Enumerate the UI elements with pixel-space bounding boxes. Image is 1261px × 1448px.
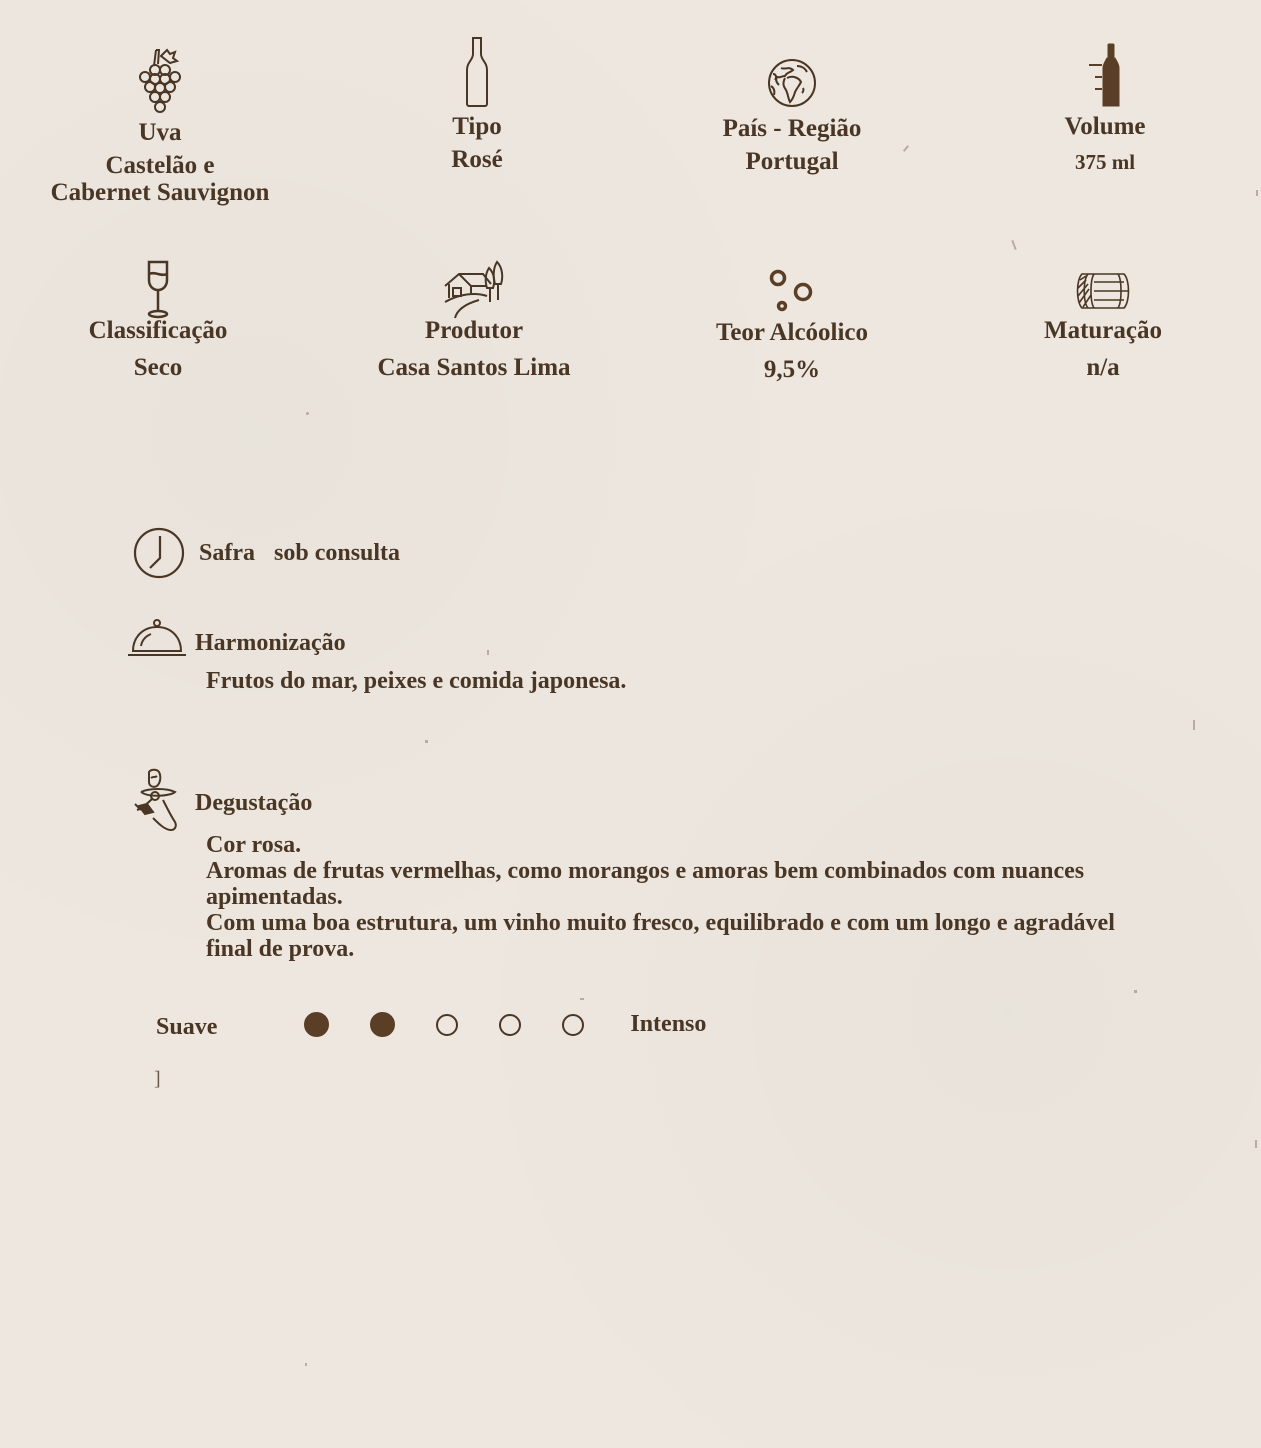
paper-speck <box>1256 190 1258 196</box>
spec-label: País - Região <box>722 115 862 142</box>
paper-speck <box>1193 720 1195 730</box>
spec-maturation <box>953 248 1253 382</box>
degustacao-text <box>206 832 1156 962</box>
spec-type <box>327 36 627 174</box>
spec-label: Produtor <box>424 317 524 344</box>
globe-icon <box>642 38 942 108</box>
spec-label: Uva <box>138 119 182 146</box>
bottle-volume-icon <box>955 38 1255 108</box>
intensity-dot-empty <box>499 1014 521 1036</box>
degustacao-section <box>133 766 1156 962</box>
spec-alcohol <box>642 248 942 384</box>
harmonizacao-text: Frutos do mar, peixes e comida japonesa. <box>206 668 627 694</box>
intensity-max-label: Intenso <box>630 1011 707 1037</box>
intensity-min-label: Suave <box>156 1014 218 1040</box>
spec-value: Casa Santos Lima <box>377 354 571 381</box>
spec-label: Maturação <box>1043 317 1163 344</box>
spec-classification <box>8 248 308 382</box>
grapes-icon <box>10 38 310 118</box>
spec-label: Teor Alcóolico <box>715 319 869 346</box>
intensity-dot-filled <box>370 1012 395 1037</box>
spec-grape <box>10 38 310 206</box>
paper-speck <box>305 1363 307 1366</box>
spec-value: n/a <box>1086 354 1120 381</box>
spec-value: Seco <box>133 354 183 381</box>
clock-icon <box>132 526 186 580</box>
degustacao-line: Com uma boa estrutura, um vinho muito fresco, equilibrado e com um longo e agradável final de prova. <box>206 910 1115 962</box>
safra-label: Safra <box>199 539 255 566</box>
safra-section <box>132 526 400 580</box>
spec-label: Classificação <box>88 317 228 344</box>
spec-volume <box>955 38 1255 176</box>
spec-value: 375 ml <box>1074 150 1136 174</box>
paper-speck <box>1134 990 1137 993</box>
spec-value: Rosé <box>451 146 503 173</box>
degustacao-line: Aromas de frutas vermelhas, como morangos e amoras bem combinados com nuances apimentadas. <box>206 858 1085 910</box>
safra-value: sob consulta <box>274 539 401 566</box>
spec-value: Castelão e Cabernet Sauvignon <box>50 152 270 206</box>
spec-label: Tipo <box>452 113 502 140</box>
paper-speck <box>1255 1140 1257 1148</box>
intensity-dot-empty <box>436 1014 458 1036</box>
spec-country <box>642 38 942 176</box>
paper-speck <box>580 998 584 1000</box>
tasting-hand-icon <box>133 766 181 834</box>
intensity-dots <box>304 1012 625 1037</box>
spec-value: Portugal <box>745 148 839 175</box>
bottle-outline-icon <box>327 36 627 108</box>
harmonizacao-label: Harmonização <box>195 630 346 656</box>
intensity-dot-filled <box>304 1012 329 1037</box>
intensity-dot-empty <box>562 1014 584 1036</box>
bubbles-icon <box>642 248 942 314</box>
wine-glass-icon <box>8 248 308 320</box>
spec-value: 9,5% <box>763 356 821 383</box>
harmonizacao-section <box>127 618 626 694</box>
stray-bracket: ] <box>154 1068 161 1090</box>
paper-speck <box>306 412 309 415</box>
intensity-scale <box>156 1008 706 1041</box>
winery-icon <box>324 248 624 320</box>
cloche-icon <box>127 618 187 658</box>
spec-producer <box>324 248 624 382</box>
spec-label: Volume <box>1064 113 1146 140</box>
degustacao-label: Degustação <box>195 789 313 816</box>
barrel-icon <box>953 248 1253 312</box>
degustacao-line: Cor rosa. <box>206 832 302 858</box>
paper-speck <box>425 740 428 743</box>
